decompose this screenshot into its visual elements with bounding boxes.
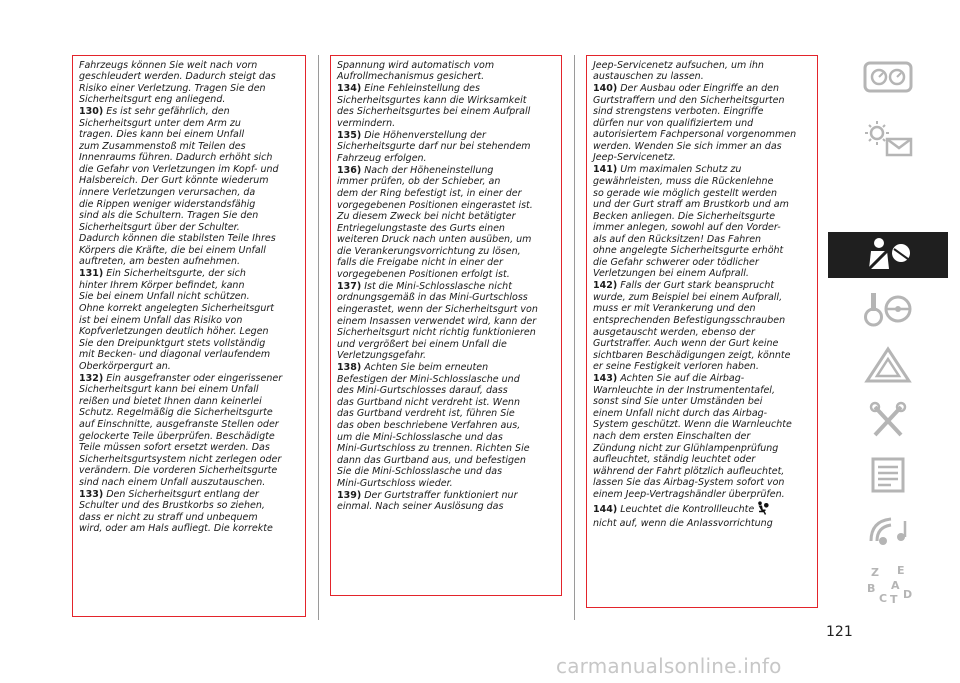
index-letter: T — [890, 593, 898, 605]
note-135: 135) Die Höhenverstellung der Sicherheitsgurte darf nur bei stehendem Fahrzeug erfolgen. — [337, 129, 531, 164]
note-number: 142) — [593, 280, 618, 292]
sidebar-tab-technical-data[interactable] — [828, 452, 948, 498]
watermark-text: carmanualsonline.info — [556, 654, 782, 678]
note-number: 136) — [337, 164, 362, 176]
note-143: 143) Achten Sie auf die Airbag- Warnleuchte in der Instrumententafel, sonst sind Sie unter Umständen bei einem Unfall nicht durch das Airbag- System geschützt. Wenn die Warnleuchte nach dem ersten Einschalten der Zündung nicht zur Glühlampenprüfung aufleuchtet, ständig leuchtet oder während der Fahrt plötzlich aufleuchtet, lassen Sie das Airbag-System sofort von einem Jeep-Vertragshändler überprüfen. — [593, 373, 792, 500]
sidebar-tab-dashboard[interactable] — [828, 54, 948, 100]
index-letter: E — [897, 565, 905, 577]
note-number: 131) — [79, 268, 104, 280]
maintenance-tools-icon — [861, 401, 915, 441]
note-number: 135) — [337, 129, 362, 141]
note-number: 133) — [79, 488, 104, 500]
hazard-warning-icon — [861, 345, 915, 385]
sidebar-tab-emergency[interactable] — [828, 342, 948, 388]
note-139: 139) Der Gurtstraffer funktioniert nur einmal. Nach seiner Auslösung das — [337, 489, 518, 513]
index-letter: Z — [871, 566, 879, 579]
note-number: 137) — [337, 280, 362, 292]
note-136: 136) Nach der Höheneinstellung immer prüfen, ob der Schieber, an dem der Ring befestigt ist, in einer der vorgegebenen Positionen eingerastet ist. Zu diesem Zweck bei nicht betätigter Entriegelungstaste des Gurts einen weiteren Druck nach unten ausüben, um die Verankerungsvorrichtung zu lösen, falls die Freigabe nicht in einer der vorgegebenen Positionen erfolgt ist. — [337, 164, 533, 280]
multimedia-icon — [861, 511, 915, 551]
text-column-2 — [330, 55, 562, 596]
sidebar-tab-starting[interactable] — [828, 286, 948, 332]
index-letter: D — [903, 588, 913, 601]
note-number: 139) — [337, 489, 362, 501]
paragraph-continuation: Fahrzeugs können Sie weit nach vorn geschleudert werden. Dadurch steigt das Risiko einer Verletzung. Tragen Sie den Sicherheitsgurt eng anliegend. — [79, 59, 276, 106]
note-133: 133) Den Sicherheitsgurt entlang der Schulter und des Brustkorbs so ziehen, dass er nicht zu straff und unbequem wird, oder am Hals aufliegt. Die korrekte — [79, 488, 273, 535]
ignition-steering-icon — [861, 289, 915, 329]
column-divider-right — [574, 55, 575, 620]
note-132: 132) Ein ausgefranster oder eingerissener Sicherheitsgurt kann bei einem Unfall reißen und bietet Ihnen dann keinerlei Schutz. Regelmäßig die Sicherheitsgurte auf Einschnitte, ausgefranste Stellen oder gelockerte Teile überprüfen. Beschädigte Teile müssen sofort ersetzt werden. Das Sicherheitsgurtsystem nicht zerlegen oder verändern. Die vorderen Sicherheitsgurte sind nach einem Unfall auszutauschen. — [79, 372, 283, 488]
paragraph-continuation: Jeep-Servicenetz aufsuchen, um ihn austauschen zu lassen. — [593, 59, 764, 83]
note-number: 143) — [593, 373, 618, 385]
note-140: 140) Der Ausbau oder Eingriffe an den Gurtstraffern und den Sicherheitsgurten sind strengstens verboten. Eingriffe dürfen nur von qualifiziertem und autorisiertem Fachpersonal vorgenommen werden. Wenden Sie sich immer an das Jeep-Servicenetz. — [593, 83, 797, 164]
note-number: 134) — [337, 83, 362, 95]
page-number: 121 — [826, 624, 853, 640]
sidebar-tab-lights[interactable] — [828, 116, 948, 162]
note-number: 140) — [593, 83, 618, 95]
note-142: 142) Falls der Gurt stark beansprucht wurde, zum Beispiel bei einem Aufprall, muss er mit Verankerung und den entsprechenden Befestigungsschrauben ausgetauscht werden, ebenso der Gurtstraffer. Auch wenn der Gurt keine sichtbaren Beschädigungen zeigt, könnte er seine Festigkeit verloren haben. — [593, 280, 791, 373]
note-134: 134) Eine Fehleinstellung des Sicherheitsgurtes kann die Wirksamkeit des Sicherheitsgurtes bei einem Aufprall vermindern. — [337, 83, 531, 129]
note-130: 130) Es ist sehr gefährlich, den Sicherheitsgurt unter dem Arm zu tragen. Dies kann bei einem Unfall zum Zusammenstoß mit Teilen des Innenraums führen. Dadurch erhöht sich die Gefahr von Verletzungen im Kopf- und Halsbereich. Der Gurt könnte wiederum innere Verletzungen verursachen, da die Rippen weniger widerstandsfähig sind als die Schultern. Tragen Sie den Sicherheitsgurt über der Schulter. Dadurch können die stabilsten Teile Ihres Körpers die Kräfte, die bei einem Unfall auftreten, am besten aufnehmen. — [79, 106, 279, 268]
paragraph-continuation: Spannung wird automatisch vom Aufrollmechanismus gesichert. — [337, 59, 495, 83]
index-letter: A — [891, 579, 900, 592]
seatbelt-airbag-icon — [861, 235, 915, 275]
index-letter: B — [867, 582, 876, 595]
sidebar-tab-index[interactable] — [828, 562, 948, 608]
text-column-3 — [586, 55, 818, 608]
note-138: 138) Achten Sie beim erneuten Befestigen der Mini-Schlosslasche und des Mini-Gurtschlosses darauf, dass das Gurtband nicht verdreht ist. Wenn das Gurtband verdreht ist, führen Sie das oben beschriebene Verfahren aus, um die Mini-Schlosslasche und das Mini-Gurtschloss zu trennen. Richten Sie dann das Gurtband aus, und befestigen Sie die Mini-Schlosslasche und das Mini-Gurtschloss wieder. — [337, 362, 530, 489]
lights-message-icon — [861, 119, 915, 159]
car-dashboard-icon — [861, 57, 915, 97]
column-divider-left — [318, 55, 319, 620]
sidebar-tab-safety[interactable] — [828, 232, 948, 278]
technical-data-icon — [861, 455, 915, 495]
note-137: 137) Ist die Mini-Schlosslasche nicht ordnungsgemäß in das Mini-Gurtschloss eingerastet, wenn der Sicherheitsgurt von einem Insassen verwendet wird, kann der Sicherheitsgurt nicht richtig funktionieren und vergrößert bei einem Unfall die Verletzungsgefahr. — [337, 280, 538, 362]
note-number: 138) — [337, 362, 362, 374]
note-number: 132) — [79, 372, 104, 384]
sidebar-tab-multimedia[interactable] — [828, 508, 948, 554]
note-number: 130) — [79, 106, 104, 118]
airbag-warning-icon — [756, 501, 769, 519]
note-131: 131) Ein Sicherheitsgurte, der sich hinter Ihrem Körper befindet, kann Sie bei einem Unfall nicht schützen. Ohne korrekt angelegten Sicherheitsgurt ist bei einem Unfall das Risiko von Kopfverletzungen deutlich höher. Legen Sie den Dreipunktgurt stets vollständig mit Becken- und diagonal verlaufendem Oberkörpergurt an. — [79, 268, 274, 372]
alphabetical-index-icon — [861, 565, 915, 605]
note-number: 141) — [593, 164, 618, 176]
text-column-1 — [72, 55, 306, 617]
note-141: 141) Um maximalen Schutz zu gewährleisten, muss die Rückenlehne so gerade wie möglich gestellt werden und der Gurt straff am Brustkorb und am Becken anliegen. Die Sicherheitsgurte immer anlegen, sowohl auf den Vorder- als auf den Rücksitzen! Das Fahren ohne angelegte Sicherheitsgurte erhöht die Gefahr schwerer oder tödlicher Verletzungen bei einem Aufprall. — [593, 164, 789, 280]
index-letter: C — [879, 592, 888, 605]
note-number: 144) — [593, 503, 618, 515]
note-144: 144) Leuchtet die Kontrollleuchte nicht auf, wenn die Anlassvorrichtung — [593, 501, 811, 530]
sidebar-tab-maintenance[interactable] — [828, 398, 948, 444]
